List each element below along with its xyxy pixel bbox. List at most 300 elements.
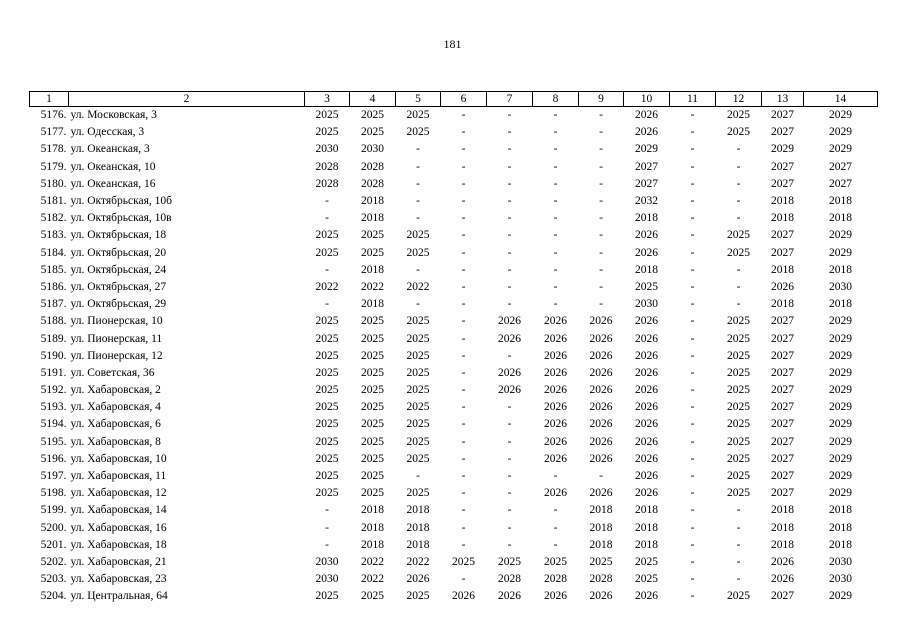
year-cell: - [553,504,558,517]
year-cell: 2026 [544,366,567,379]
row-number-cell: 5202. [40,555,67,568]
year-cell: - [690,280,695,293]
year-cell: - [461,143,466,156]
year-cell: 2026 [544,435,567,448]
year-cell: 2025 [406,109,430,122]
year-cell: - [690,366,695,379]
address-cell: ул. Октябрьская, 24 [70,263,167,276]
year-cell: - [690,195,695,208]
year-cell: 2026 [544,384,567,397]
year-cell: 2026 [498,332,521,345]
year-cell: 2025 [406,418,430,431]
year-cell: 2025 [406,246,430,259]
year-cell: 2018 [829,504,852,517]
column-header: 12 [716,92,762,107]
column-header: 1 [30,92,69,107]
year-cell: - [461,538,466,551]
address-cell: ул. Октябрьская, 20 [70,246,167,259]
year-cell: - [599,470,603,483]
row-number-cell: 5185. [40,263,67,276]
year-cell: 2025 [315,590,339,603]
year-cell: 2027 [829,177,852,190]
year-cell: 2026 [589,452,613,465]
year-cell: 2027 [771,229,794,242]
year-cell: - [690,384,695,397]
year-cell: - [507,452,512,465]
address-cell: ул. Хабаровская, 23 [70,573,167,586]
row-number-cell: 5199. [40,504,67,517]
year-cell: - [461,366,466,379]
year-cell: 2025 [406,435,430,448]
year-cell: 2026 [589,366,613,379]
year-cell: - [736,263,741,276]
year-cell: - [507,470,512,483]
year-cell: - [736,555,741,568]
year-cell: 2027 [771,470,794,483]
year-cell: 2030 [315,555,339,568]
row-number-cell: 5198. [40,487,67,500]
year-cell: 2025 [406,590,430,603]
year-cell: 2026 [589,590,613,603]
year-cell: 2026 [589,332,613,345]
year-cell: - [461,521,466,534]
year-cell: - [507,143,512,156]
table-row [30,245,878,262]
year-cell: 2027 [771,177,794,190]
year-cell: 2026 [544,401,567,414]
row-number-cell: 5178. [40,143,67,156]
year-cell: - [507,435,512,448]
year-cell: 2026 [635,332,658,345]
year-cell: 2025 [727,109,750,122]
year-cell: 2025 [406,229,430,242]
table-row [30,107,878,125]
row-number-cell: 5177. [40,126,67,139]
year-cell: - [325,212,329,225]
year-cell: 2029 [829,470,852,483]
year-cell: - [690,143,695,156]
year-cell: 2027 [771,332,794,345]
year-cell: - [599,246,603,259]
year-cell: 2025 [635,555,658,568]
address-cell: ул. Хабаровская, 14 [70,504,167,517]
year-cell: 2025 [727,401,750,414]
address-cell: ул. Октябрьская, 10в [70,212,172,225]
year-cell: - [507,195,512,208]
table-row [30,330,878,347]
year-cell: 2018 [635,538,658,551]
year-cell: - [416,298,420,311]
row-number-cell: 5182. [40,212,67,225]
year-cell: 2025 [406,452,430,465]
year-cell: 2029 [829,452,852,465]
year-cell: - [461,470,466,483]
data-table [29,91,878,605]
table-row [30,193,878,210]
address-cell: ул. Хабаровская, 21 [70,555,167,568]
column-header: 8 [533,92,579,107]
table-row [30,262,878,279]
year-cell: - [690,212,695,225]
year-cell: 2022 [361,280,384,293]
year-cell: 2025 [315,435,339,448]
year-cell: 2025 [498,555,521,568]
row-number-cell: 5194. [40,418,67,431]
year-cell: 2018 [771,538,794,551]
year-cell: 2026 [544,590,567,603]
year-cell: - [507,246,512,259]
table-row [30,159,878,176]
year-cell: 2026 [589,349,613,362]
address-cell: ул. Океанская, 3 [70,143,150,156]
column-header: 11 [670,92,716,107]
year-cell: - [599,280,603,293]
table-row [30,227,878,244]
year-cell: - [416,470,420,483]
year-cell: - [690,315,695,328]
year-cell: - [736,538,741,551]
year-cell: - [416,160,420,173]
year-cell: - [690,246,695,259]
year-cell: 2018 [361,504,384,517]
year-cell: 2025 [361,435,384,448]
address-cell: ул. Хабаровская, 18 [70,538,167,551]
year-cell: 2026 [544,349,567,362]
year-cell: 2025 [727,332,750,345]
year-cell: 2027 [771,349,794,362]
year-cell: - [690,538,695,551]
year-cell: 2018 [771,263,794,276]
year-cell: 2018 [361,263,384,276]
year-cell: - [416,212,420,225]
year-cell: 2027 [771,315,794,328]
year-cell: 2026 [498,366,521,379]
year-cell: 2022 [406,555,430,568]
year-cell: - [461,246,466,259]
year-cell: - [461,298,466,311]
year-cell: 2018 [771,212,794,225]
year-cell: 2029 [829,487,852,500]
year-cell: - [690,573,695,586]
year-cell: - [690,263,695,276]
year-cell: 2027 [771,418,794,431]
table-row [30,141,878,158]
address-cell: ул. Октябрьская, 18 [70,229,167,242]
year-cell: 2030 [361,143,384,156]
year-cell: 2018 [406,521,430,534]
year-cell: - [690,435,695,448]
year-cell: 2025 [361,126,384,139]
year-cell: 2026 [635,126,658,139]
address-cell: ул. Хабаровская, 10 [70,452,167,465]
year-cell: 2025 [727,384,750,397]
table-row [30,434,878,451]
year-cell: 2029 [635,143,658,156]
year-cell: 2029 [829,366,852,379]
row-number-cell: 5192. [40,384,67,397]
year-cell: 2029 [829,246,852,259]
year-cell: 2025 [361,470,384,483]
year-cell: 2025 [406,366,430,379]
address-cell: ул. Хабаровская, 2 [70,384,161,397]
year-cell: 2025 [406,315,430,328]
year-cell: - [461,487,466,500]
year-cell: 2026 [635,315,658,328]
column-header: 6 [441,92,487,107]
year-cell: 2028 [361,160,384,173]
year-cell: - [736,280,741,293]
year-cell: 2025 [361,418,384,431]
year-cell: 2026 [544,332,567,345]
table-row [30,124,878,141]
year-cell: 2027 [771,246,794,259]
address-cell: ул. Московская, 3 [70,109,157,122]
year-cell: 2025 [727,349,750,362]
row-number-cell: 5181. [40,195,67,208]
table-row [30,537,878,554]
year-cell: 2025 [361,246,384,259]
address-cell: ул. Хабаровская, 12 [70,487,167,500]
year-cell: 2018 [361,212,384,225]
year-cell: - [690,401,695,414]
year-cell: 2026 [771,280,794,293]
address-cell: ул. Пионерская, 12 [70,349,163,362]
row-number-cell: 5188. [40,315,67,328]
year-cell: - [416,143,420,156]
year-cell: 2027 [771,109,794,122]
year-cell: - [461,126,466,139]
year-cell: - [553,470,558,483]
year-cell: - [553,538,558,551]
year-cell: 2018 [589,521,613,534]
year-cell: 2025 [727,418,750,431]
year-cell: 2025 [727,126,750,139]
year-cell: 2030 [829,573,852,586]
address-cell: ул. Хабаровская, 6 [70,418,161,431]
year-cell: - [690,470,695,483]
year-cell: - [461,212,466,225]
year-cell: - [690,109,695,122]
year-cell: - [461,315,466,328]
year-cell: 2025 [727,315,750,328]
year-cell: - [461,401,466,414]
year-cell: - [599,177,603,190]
year-cell: 2025 [361,590,384,603]
table-row [30,485,878,502]
year-cell: - [736,521,741,534]
year-cell: - [507,160,512,173]
year-cell: 2025 [727,246,750,259]
table-row [30,571,878,588]
year-cell: 2018 [361,538,384,551]
year-cell: 2029 [771,143,794,156]
table-row [30,416,878,433]
row-number-cell: 5176. [40,109,67,122]
year-cell: 2026 [544,315,567,328]
year-cell: 2018 [829,538,852,551]
year-cell: - [690,555,695,568]
year-cell: - [553,521,558,534]
year-cell: 2025 [315,126,339,139]
address-cell: ул. Хабаровская, 4 [70,401,161,414]
year-cell: - [507,521,512,534]
row-number-cell: 5187. [40,298,67,311]
year-cell: 2025 [452,555,475,568]
column-header: 3 [305,92,350,107]
year-cell: 2025 [361,109,384,122]
year-cell: 2027 [771,366,794,379]
table-row [30,296,878,313]
year-cell: 2029 [829,590,852,603]
year-cell: 2018 [361,521,384,534]
year-cell: 2025 [727,366,750,379]
year-cell: 2027 [771,160,794,173]
table-row [30,176,878,193]
year-cell: - [690,229,695,242]
year-cell: 2029 [829,315,852,328]
year-cell: 2028 [589,573,613,586]
year-cell: 2018 [361,298,384,311]
year-cell: - [690,177,695,190]
year-cell: 2025 [727,229,750,242]
year-cell: 2025 [406,349,430,362]
year-cell: 2026 [635,418,658,431]
year-cell: 2025 [635,573,658,586]
year-cell: - [736,298,741,311]
year-cell: - [507,487,512,500]
year-cell: 2029 [829,332,852,345]
year-cell: 2027 [635,160,658,173]
row-number-cell: 5190. [40,349,67,362]
year-cell: - [736,143,741,156]
year-cell: 2030 [315,143,339,156]
year-cell: - [507,401,512,414]
year-cell: 2027 [771,435,794,448]
year-cell: - [461,573,466,586]
year-cell: 2030 [829,280,852,293]
year-cell: 2029 [829,349,852,362]
year-cell: - [507,504,512,517]
year-cell: 2022 [361,573,384,586]
year-cell: 2028 [361,177,384,190]
year-cell: 2025 [406,126,430,139]
year-cell: 2022 [315,280,339,293]
year-cell: - [599,143,603,156]
row-number-cell: 5203. [40,573,67,586]
year-cell: 2026 [635,401,658,414]
year-cell: 2028 [544,573,567,586]
year-cell: 2025 [544,555,567,568]
year-cell: 2026 [589,384,613,397]
row-number-cell: 5191. [40,366,67,379]
row-number-cell: 5179. [40,160,67,173]
year-cell: - [507,280,512,293]
year-cell: 2025 [315,315,339,328]
year-cell: 2022 [406,280,430,293]
column-header: 13 [762,92,804,107]
year-cell: 2018 [771,504,794,517]
year-cell: - [461,435,466,448]
year-cell: 2026 [498,384,521,397]
year-cell: - [461,349,466,362]
year-cell: - [325,195,329,208]
year-cell: - [690,590,695,603]
table-row [30,399,878,416]
row-number-cell: 5196. [40,452,67,465]
year-cell: 2026 [635,470,658,483]
year-cell: 2026 [589,418,613,431]
row-number-cell: 5204. [40,590,67,603]
year-cell: 2025 [406,332,430,345]
year-cell: 2026 [635,109,658,122]
address-cell: ул. Океанская, 16 [70,177,156,190]
table-row [30,468,878,485]
year-cell: - [325,521,329,534]
year-cell: - [461,263,466,276]
year-cell: - [325,538,329,551]
year-cell: 2026 [589,315,613,328]
year-cell: 2025 [315,487,339,500]
year-cell: 2025 [315,470,339,483]
year-cell: 2027 [771,126,794,139]
year-cell: 2027 [771,590,794,603]
address-cell: ул. Пионерская, 10 [70,315,163,328]
year-cell: - [599,160,603,173]
page-number: 181 [443,37,462,51]
year-cell: 2026 [635,229,658,242]
year-cell: 2026 [589,401,613,414]
year-cell: 2025 [315,229,339,242]
year-cell: - [461,195,466,208]
year-cell: 2029 [829,401,852,414]
column-header: 7 [487,92,533,107]
year-cell: - [599,263,603,276]
row-number-cell: 5186. [40,280,67,293]
year-cell: 2030 [829,555,852,568]
table-row [30,554,878,571]
year-cell: - [690,349,695,362]
year-cell: - [553,246,558,259]
year-cell: - [507,177,512,190]
year-cell: 2030 [315,573,339,586]
year-cell: - [553,143,558,156]
year-cell: 2025 [315,401,339,414]
year-cell: - [690,332,695,345]
year-cell: 2025 [727,487,750,500]
year-cell: - [461,384,466,397]
year-cell: 2029 [829,384,852,397]
year-cell: - [507,418,512,431]
address-cell: ул. Хабаровская, 11 [70,470,167,483]
year-cell: 2018 [406,538,430,551]
table-row [30,520,878,537]
column-header: 9 [579,92,624,107]
year-cell: - [507,263,512,276]
year-cell: - [507,126,512,139]
column-header: 2 [69,92,305,107]
year-cell: - [599,109,603,122]
year-cell: - [736,212,741,225]
year-cell: 2025 [361,332,384,345]
year-cell: - [461,504,466,517]
year-cell: - [553,177,558,190]
row-number-cell: 5197. [40,470,67,483]
column-header: 5 [396,92,441,107]
year-cell: - [690,452,695,465]
year-cell: 2026 [498,590,521,603]
row-number-cell: 5184. [40,246,67,259]
year-cell: 2026 [635,384,658,397]
